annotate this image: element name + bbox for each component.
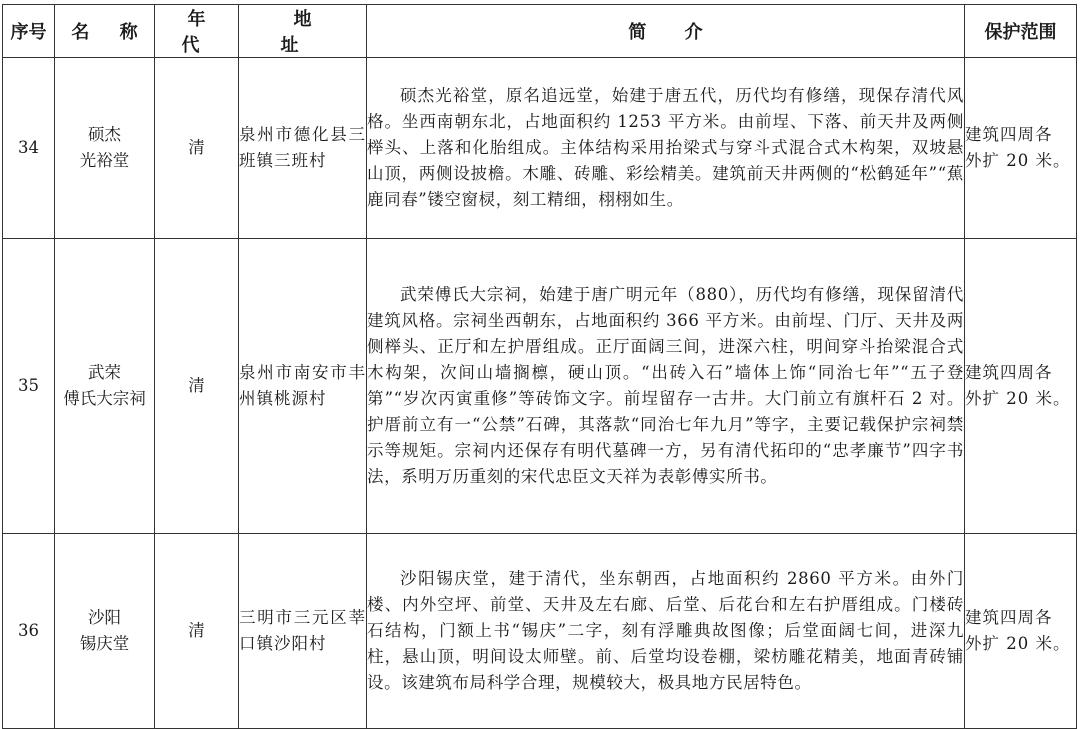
site-name-line1: 沙阳 bbox=[88, 608, 121, 627]
site-name-line2: 锡庆堂 bbox=[79, 634, 130, 653]
header-era: 年 代 bbox=[155, 5, 239, 58]
protection-scope-line1: 建筑四周各 bbox=[965, 608, 1053, 627]
site-name-line1: 武荣 bbox=[88, 363, 121, 382]
protection-scope bbox=[965, 58, 1077, 239]
site-era: 清 bbox=[155, 58, 239, 239]
site-address: 三明市三元区莘口镇沙阳村 bbox=[239, 534, 367, 729]
site-description-cell bbox=[367, 534, 965, 729]
site-name bbox=[55, 58, 155, 239]
header-row bbox=[3, 5, 1077, 58]
site-name-line2: 傅氏大宗祠 bbox=[63, 389, 146, 408]
protection-scope-line2: 外扩 20 米。 bbox=[965, 389, 1071, 408]
site-description: 武荣傅氏大宗祠，始建于唐广明元年（880），历代均有修缮，现保留清代建筑风格。宗祠坐西朝东，占地面积约 366 平方米。由前埕、门厅、天井及两侧榉头、正厅和左护厝组成。正厅面阔三间，进深六柱，明间穿斗抬梁混合式木构架，次间山墙搁檩，硬山顶。“出砖入石”墙体上饰“同治七年”“五子登第”“岁次丙寅重修”等砖饰文字。前埕留存一古井。大门前立有旗杆石 2 对。护厝前立有一“公禁”石碑，其落款“同治七年九月”等字，主要记载保护宗祠禁示等规矩。宗祠内还保存有明代墓碑一方，另有清代拓印的“忠孝廉节”四字书法，系明万历重刻的宋代忠臣文天祥为表彰傅实所书。 bbox=[367, 285, 964, 486]
site-era: 清 bbox=[155, 239, 239, 534]
heritage-sites-table bbox=[2, 4, 1077, 729]
site-name bbox=[55, 239, 155, 534]
site-name-line2: 光裕堂 bbox=[79, 151, 130, 170]
header-protection-scope: 保护范围 bbox=[965, 5, 1077, 58]
row-index: 35 bbox=[3, 239, 55, 534]
row-index: 36 bbox=[3, 534, 55, 729]
header-name: 名 称 bbox=[55, 5, 155, 58]
site-address: 泉州市德化县三班镇三班村 bbox=[239, 58, 367, 239]
table-row bbox=[3, 534, 1077, 729]
site-description-cell bbox=[367, 58, 965, 239]
row-index: 34 bbox=[3, 58, 55, 239]
protection-scope-line1: 建筑四周各 bbox=[965, 125, 1053, 144]
site-address: 泉州市南安市丰州镇桃源村 bbox=[239, 239, 367, 534]
header-index: 序号 bbox=[3, 5, 55, 58]
protection-scope bbox=[965, 534, 1077, 729]
site-name-line1: 硕杰 bbox=[88, 125, 121, 144]
site-era: 清 bbox=[155, 534, 239, 729]
site-name bbox=[55, 534, 155, 729]
site-description: 硕杰光裕堂，原名追远堂，始建于唐五代，历代均有修缮，现保存清代风格。坐西南朝东北，占地面积约 1253 平方米。由前埕、下落、前天井及两侧榉头、上落和化胎组成。主体结构采用抬梁式与穿斗式混合式木构架，双坡悬山顶，两侧设披檐。木雕、砖雕、彩绘精美。建筑前天井两侧的“松鹤延年”“蕉鹿同春”镂空窗棂，刻工精细，栩栩如生。 bbox=[367, 86, 964, 209]
header-description: 简 介 bbox=[367, 5, 965, 58]
protection-scope-line1: 建筑四周各 bbox=[965, 363, 1053, 382]
table-row bbox=[3, 239, 1077, 534]
site-description-cell bbox=[367, 239, 965, 534]
protection-scope-line2: 外扩 20 米。 bbox=[965, 634, 1071, 653]
header-address: 地 址 bbox=[239, 5, 367, 58]
protection-scope-line2: 外扩 20 米。 bbox=[965, 151, 1071, 170]
protection-scope bbox=[965, 239, 1077, 534]
table-row bbox=[3, 58, 1077, 239]
site-description: 沙阳锡庆堂，建于清代，坐东朝西，占地面积约 2860 平方米。由外门楼、内外空坪、前堂、天井及左右廊、后堂、后花台和左右护厝组成。门楼砖石结构，门额上书“锡庆”二字，刻有浮雕典故图像；后堂面阔七间，进深九柱，悬山顶，明间设太师壁。前、后堂均设卷棚，梁枋雕花精美，地面青砖铺设。该建筑布局科学合理，规模较大，极具地方民居特色。 bbox=[367, 569, 964, 692]
